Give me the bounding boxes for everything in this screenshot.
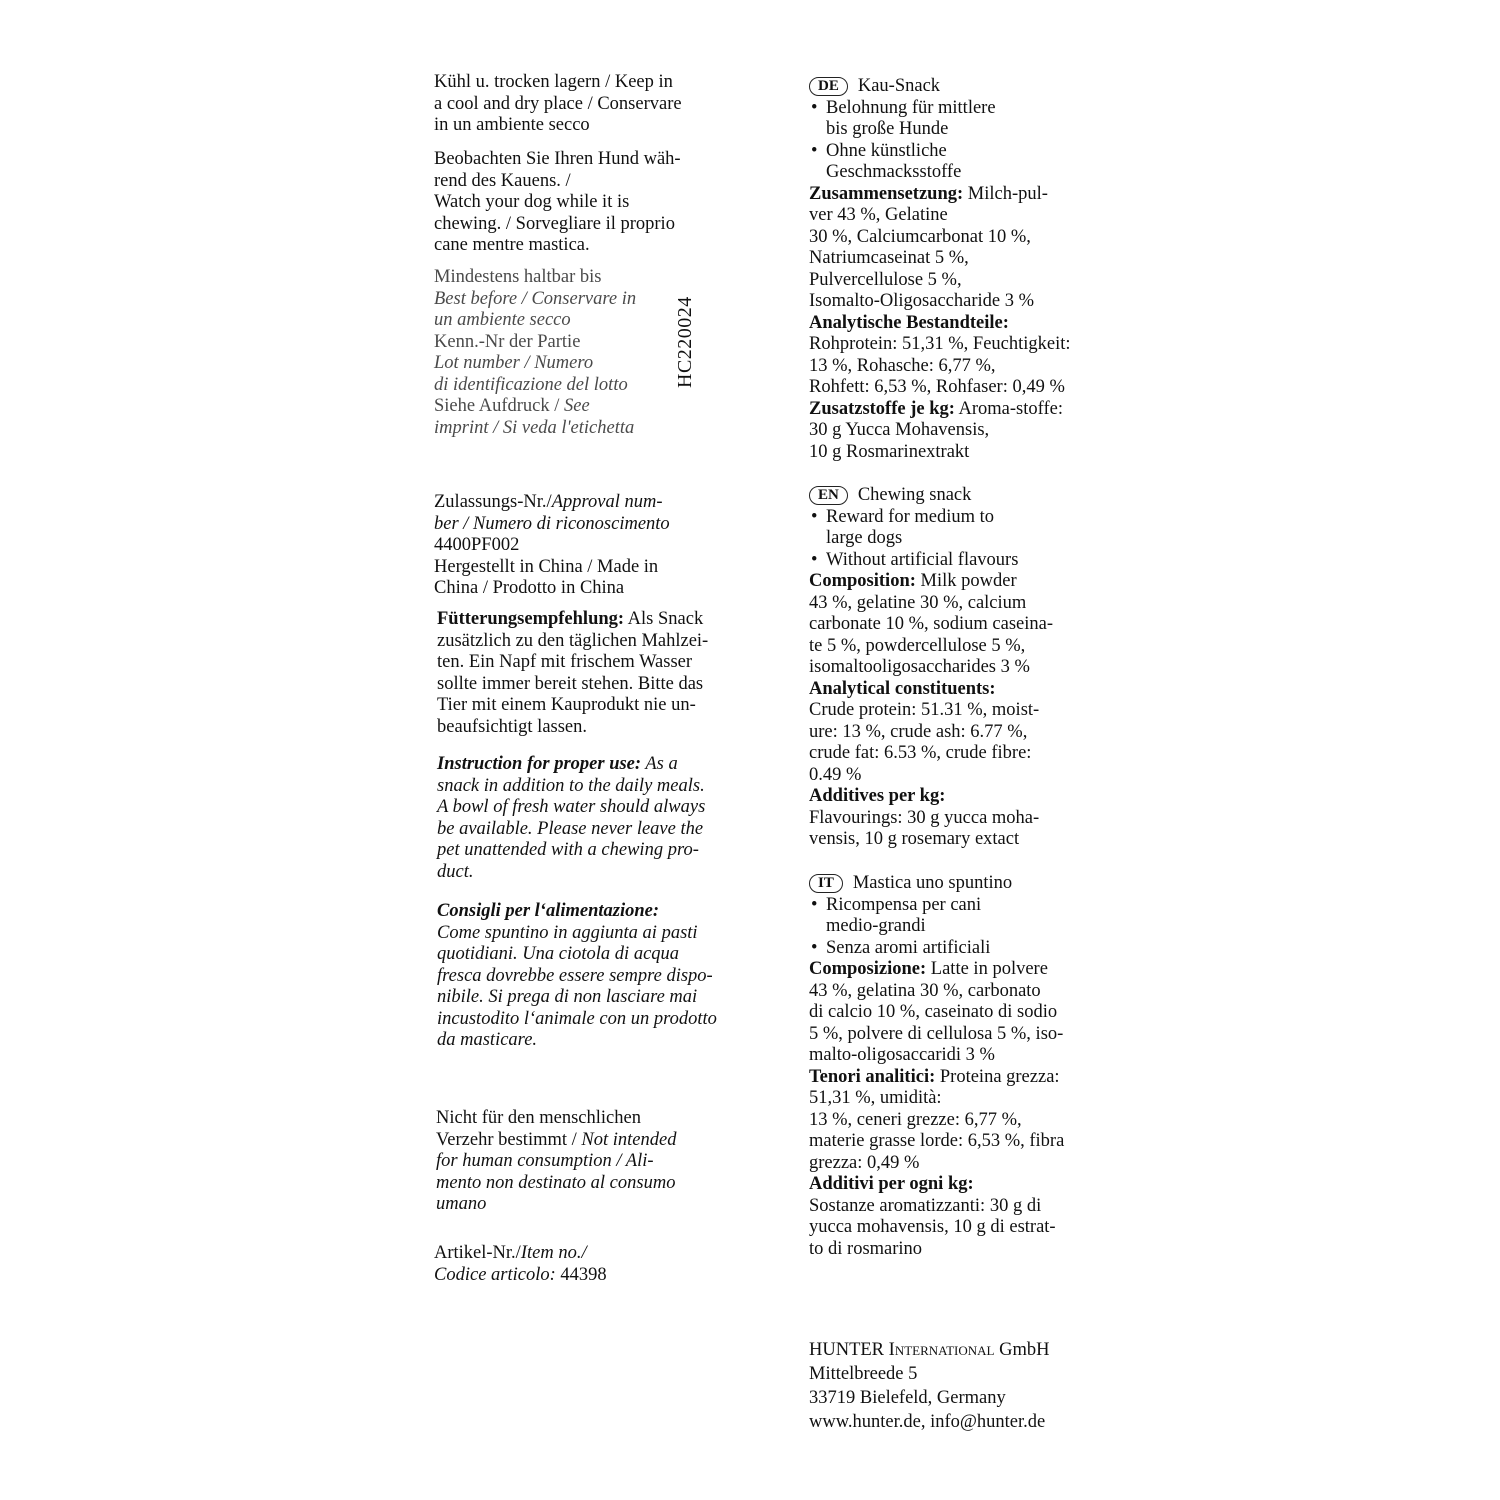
text-line: medio-grandi (826, 916, 926, 936)
text-line: Come spuntino in aggiunta ai pasti (437, 922, 698, 943)
text-line: Nicht für den menschlichen (436, 1108, 641, 1128)
text-line: vensis, 10 g rosemary extact (809, 829, 1020, 849)
analytical-heading: Analytische Bestandteile: (809, 312, 1009, 333)
text-part: Approval num- (551, 492, 663, 512)
text-line: 30 %, Calciumcarbonat 10 %, (809, 226, 1031, 247)
text-line: ver 43 %, Gelatine (809, 205, 948, 225)
company-city: 33719 Bielefeld, Germany (809, 1388, 1006, 1408)
text-line: Tier mit einem Kauprodukt nie un- (437, 695, 696, 715)
section-de (809, 76, 1071, 463)
section-title-line (809, 485, 1053, 507)
text-part: HUNTER (809, 1340, 889, 1360)
text-line: A bowl of fresh water should always (437, 797, 706, 817)
text-part: Proteina grezza: (935, 1066, 1060, 1087)
text-line: Kenn.-Nr der Partie (434, 331, 581, 352)
company-web-email: www.hunter.de, info@hunter.de (809, 1412, 1046, 1432)
text-line (809, 184, 1071, 206)
text-line: Isomalto-Oligosaccharide 3 % (809, 291, 1035, 311)
text-line: 51,31 %, umidità: (809, 1088, 942, 1108)
text-line (434, 1265, 607, 1287)
text-line: incustodito l‘animale con un prodotto (437, 1008, 717, 1029)
item-number: 44398 (555, 1264, 607, 1285)
text-line: un ambiente secco (434, 310, 571, 330)
analytical-heading: Analytical constituents: (809, 678, 996, 699)
text-line: crude fat: 6.53 %, crude fibre: (809, 743, 1032, 763)
text-line: isomaltooligosaccharides 3 % (809, 657, 1030, 677)
section-title: Kau-Snack (857, 76, 941, 96)
text-line: Sostanze aromatizzanti: 30 g di (809, 1195, 1042, 1216)
text-line: be available. Please never leave the (437, 818, 704, 839)
bullet-item: • Without artificial flavours (809, 550, 1053, 572)
text-line: nibile. Si prega di non lasciare mai (437, 987, 698, 1007)
additives-heading: Additives per kg: (809, 786, 946, 806)
text-line (436, 1130, 676, 1152)
text-part: Codice articolo: (434, 1264, 556, 1285)
text-part: As a (641, 754, 678, 774)
text-line: fresca dovrebbe essere sempre dispo- (437, 965, 713, 986)
text-line: da masticare. (437, 1030, 538, 1050)
text-part: See (564, 396, 590, 416)
text-line: di identificazione del lotto (434, 374, 628, 395)
section-title-line (809, 873, 1064, 895)
text-part: Not intended (581, 1129, 677, 1150)
text-line (437, 754, 705, 776)
text-line: China / Prodotto in China (434, 578, 625, 598)
section-title-line (809, 76, 1071, 98)
text-part: Item no./ (520, 1243, 587, 1263)
text-line: Rohfett: 6,53 %, Rohfaser: 0,49 % (809, 377, 1065, 397)
text-line (809, 959, 1064, 981)
text-line: te 5 %, powdercellulose 5 %, (809, 635, 1026, 656)
text-line: Hergestellt in China / Made in (434, 556, 659, 577)
section-it (809, 873, 1064, 1260)
text-line: cane mentre mastica. (434, 235, 590, 255)
text-line: beaufsichtigt lassen. (437, 716, 588, 737)
text-line (437, 609, 708, 631)
text-line: snack in addition to the daily meals. (437, 775, 705, 796)
text-line (434, 492, 670, 514)
text-line: mento non destinato al consumo (436, 1172, 676, 1193)
text-line (809, 571, 1053, 593)
composition-heading: Zusammensetzung: (809, 183, 964, 204)
text-line: 43 %, gelatine 30 %, calcium (809, 592, 1027, 613)
feeding-heading: Instruction for proper use: (437, 754, 642, 774)
text-part: Aroma-stoffe: (954, 398, 1063, 419)
lot-code: HC220024 (674, 296, 696, 388)
text-line: Geschmacksstoffe (826, 162, 962, 182)
language-badge: IT (809, 874, 843, 893)
composition-heading: Composizione: (809, 959, 927, 979)
text-line (434, 396, 636, 418)
text-line: sollte immer bereit stehen. Bitte das (437, 673, 704, 694)
text-line (809, 399, 1071, 421)
text-line: Watch your dog while it is (434, 192, 630, 212)
approval-block (434, 492, 670, 600)
text-line: zusätzlich zu den täglichen Mahlzei- (437, 630, 709, 651)
text-line: to di rosmarino (809, 1238, 923, 1259)
text-line: Best before / Conservare in (434, 288, 637, 309)
feeding-recommendation-en (437, 754, 705, 883)
feeding-recommendation-de (437, 609, 708, 738)
section-title: Mastica uno spuntino (852, 873, 1013, 893)
language-badge: DE (809, 77, 848, 96)
storage-instructions (434, 72, 682, 137)
text-line: 10 g Rosmarinextrakt (809, 441, 970, 462)
bullet-item: • Reward for medium to (809, 507, 1053, 529)
text-line: for human consumption / Ali- (436, 1151, 654, 1171)
feeding-recommendation-it (437, 901, 717, 1052)
text-line: 13 %, Rohasche: 6,77 %, (809, 355, 996, 376)
feeding-heading: Fütterungsempfehlung: (437, 609, 625, 629)
company-street: Mittelbreede 5 (809, 1364, 918, 1384)
text-line: 0.49 % (809, 764, 862, 785)
text-line: malto-oligosaccaridi 3 % (809, 1045, 995, 1065)
text-line: 5 %, polvere di cellulosa 5 %, iso- (809, 1023, 1064, 1044)
text-line: Natriumcaseinat 5 %, (809, 248, 969, 268)
text-line: Rohprotein: 51,31 %, Feuchtigkeit: (809, 334, 1071, 354)
text-line: in un ambiente secco (434, 115, 590, 135)
text-part: GmbH (994, 1340, 1050, 1360)
text-line: Pulvercellulose 5 %, (809, 269, 962, 290)
text-line: 43 %, gelatina 30 %, carbonato (809, 980, 1041, 1001)
text-line: Beobachten Sie Ihren Hund wäh- (434, 149, 681, 169)
company-address (809, 1338, 1049, 1434)
additives-heading: Zusatzstoffe je kg: (809, 398, 955, 419)
approval-number: 4400PF002 (434, 535, 520, 555)
text-part: Als Snack (624, 609, 704, 629)
text-line: ure: 13 %, crude ash: 6.77 %, (809, 721, 1028, 742)
text-line: large dogs (826, 528, 903, 548)
text-line: grezza: 0,49 % (809, 1152, 920, 1173)
section-title: Chewing snack (857, 485, 972, 505)
text-line: pet unattended with a chewing pro- (437, 840, 699, 860)
text-line: Flavourings: 30 g yucca moha- (809, 807, 1040, 828)
text-part: International (888, 1340, 995, 1360)
bullet-item: • Belohnung für mittlere (809, 98, 1071, 120)
text-part: Milch-pul- (963, 183, 1048, 204)
text-part: Verzehr bestimmt / (436, 1129, 582, 1150)
text-line: carbonate 10 %, sodium caseina- (809, 614, 1054, 634)
text-line: a cool and dry place / Conservare (434, 93, 682, 114)
text-line: umano (436, 1194, 487, 1214)
text-line: bis große Hunde (826, 119, 949, 139)
watch-dog-notice (434, 149, 681, 257)
text-part: Zulassungs-Nr./ (434, 492, 552, 512)
text-line: Kühl u. trocken lagern / Keep in (434, 72, 673, 92)
text-line: Crude protein: 51.31 %, moist- (809, 700, 1040, 720)
additives-heading: Additivi per ogni kg: (809, 1174, 974, 1194)
text-line: ten. Ein Napf mit frischem Wasser (437, 652, 693, 672)
text-line: quotidiani. Una ciotola di acqua (437, 944, 680, 964)
text-line: 30 g Yucca Mohavensis, (809, 420, 990, 440)
text-line: rend des Kauens. / (434, 170, 571, 191)
text-line: chewing. / Sorvegliare il proprio (434, 213, 675, 234)
text-line: duct. (437, 861, 474, 882)
analytical-heading: Tenori analitici: (809, 1066, 936, 1087)
bullet-item: • Ohne künstliche (809, 141, 1071, 163)
text-line: yucca mohavensis, 10 g di estrat- (809, 1217, 1056, 1237)
text-line: di calcio 10 %, caseinato di sodio (809, 1002, 1058, 1022)
text-line: Lot number / Numero (434, 353, 594, 373)
best-before-block (434, 267, 636, 439)
text-line: materie grasse lorde: 6,53 %, fibra (809, 1131, 1065, 1151)
text-line: ber / Numero di riconoscimento (434, 513, 670, 534)
text-part: Milk powder (915, 571, 1017, 591)
text-part: Artikel-Nr./ (434, 1243, 521, 1263)
section-en (809, 485, 1053, 851)
text-line (434, 1243, 607, 1265)
feeding-heading: Consigli per l‘alimentazione: (437, 901, 660, 921)
text-line: Mindestens haltbar bis (434, 267, 602, 287)
text-line: 13 %, ceneri grezze: 6,77 %, (809, 1109, 1022, 1130)
text-line: imprint / Si veda l'etichetta (434, 417, 635, 438)
company-name (809, 1338, 1049, 1362)
bullet-item: • Senza aromi artificiali (809, 938, 1064, 960)
item-number-block (434, 1243, 607, 1286)
text-part: Latte in polvere (926, 959, 1048, 979)
composition-heading: Composition: (809, 571, 916, 591)
text-line (809, 1067, 1064, 1089)
not-for-human-consumption (436, 1108, 676, 1216)
text-part: Siehe Aufdruck / (434, 396, 564, 416)
bullet-item: • Ricompensa per cani (809, 895, 1064, 917)
language-badge: EN (809, 486, 848, 505)
